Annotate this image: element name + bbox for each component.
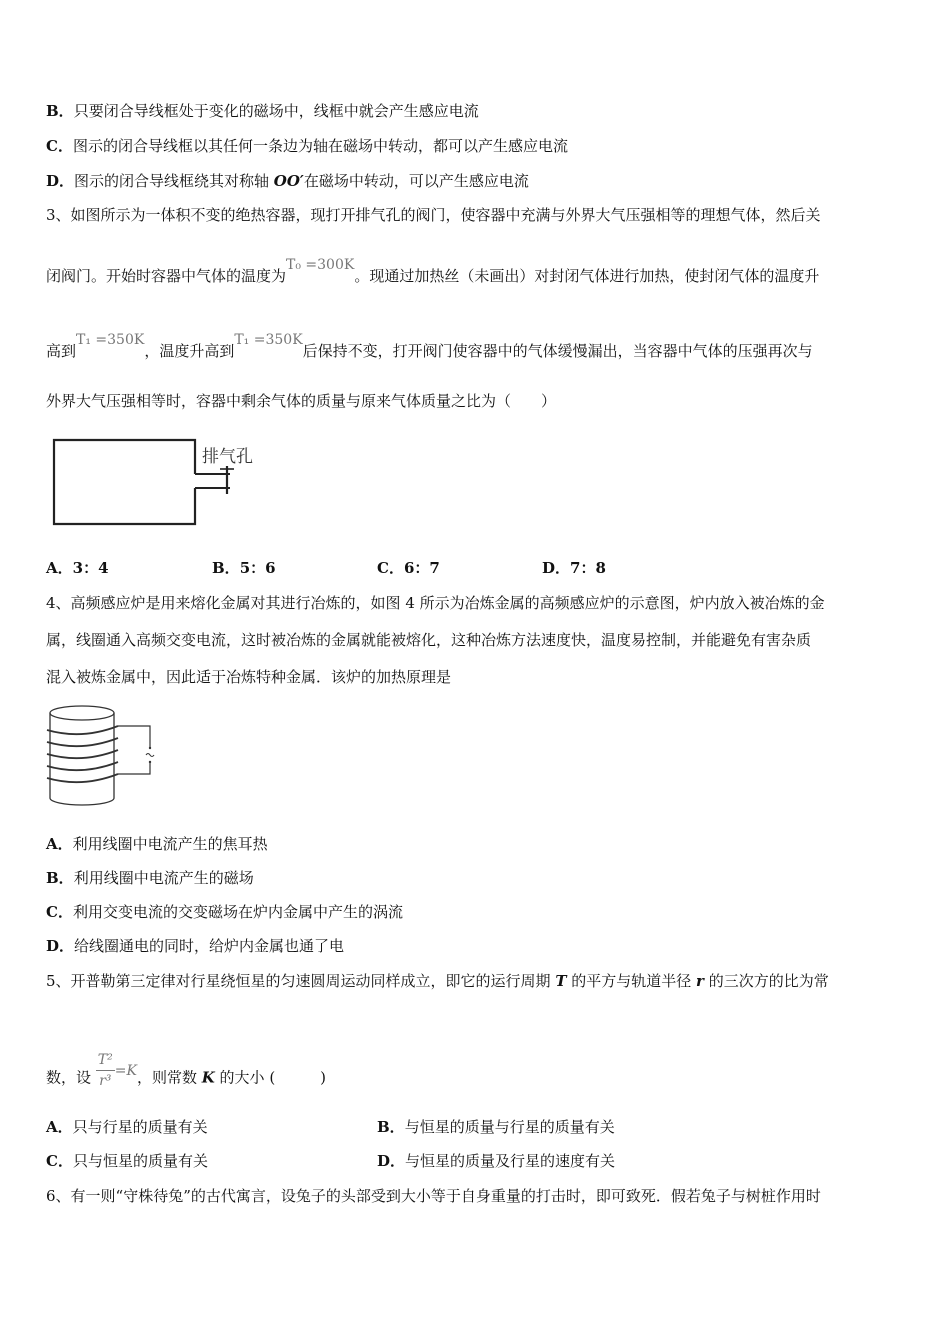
q3-container-figure xyxy=(50,436,280,531)
q3-stem-line1: 3、如图所示为一体积不变的绝热容器，现打开排气孔的阀门，使容器中充满与外界大气压强相等的理想气体，然后关 xyxy=(46,206,821,224)
q3-stem-line3: 高到T₁ =350K，温度升高到T₁ =350K后保持不变，打开阀门使容器中的气体缓慢漏出，当容器中气体的压强再次与 xyxy=(46,332,813,360)
q5-option-c: C．只与恒星的质量有关 xyxy=(46,1152,208,1170)
q2-option-d: D．图示的闭合导线框绕其对称轴 OO′在磁场中转动，可以产生感应电流 xyxy=(46,172,529,190)
kepler-fraction: $\frac{\text{T²}}{\text{r³}}$ xyxy=(97,1052,113,1089)
q4-stem-line3: 混入被炼金属中，因此适于冶炼特种金属．该炉的加热原理是 xyxy=(46,668,452,686)
q5-option-b: B．与恒星的质量与行星的质量有关 xyxy=(377,1118,615,1136)
q3-stem-line2: 闭阀门。开始时容器中气体的温度为T₀ =300K。现通过加热丝（未画出）对封闭气体进行加热，使封闭气体的温度升 xyxy=(46,257,820,285)
vent-label: 排气孔 xyxy=(202,447,253,467)
q4-option-b: B．利用线圈中电流产生的磁场 xyxy=(46,869,254,887)
formula-t1-b: T₁ =350K xyxy=(234,332,303,348)
q5-stem-line2: 数，设 $\frac{\text{T²}}{\text{r³}}$ =K，则常数 K 的大小 ( ) xyxy=(46,1052,327,1089)
q3-option-a: A．3：4 xyxy=(46,559,109,577)
q4-stem-line2: 属，线圈通入高频交变电流，这时被冶炼的金属就能被熔化，这种冶炼方法速度快，温度易控制，并能避免有害杂质 xyxy=(46,631,812,649)
q2-option-c: C．图示的闭合导线框以其任何一条边为轴在磁场中转动，都可以产生感应电流 xyxy=(46,137,568,155)
q4-stem-line1: 4、高频感应炉是用来熔化金属对其进行冶炼的，如图 4 所示为冶炼金属的高频感应炉的示意图，炉内放入被冶炼的金 xyxy=(46,594,825,612)
q3-stem-line4: 外界大气压强相等时，容器中剩余气体的质量与原来气体质量之比为（ ） xyxy=(46,392,557,410)
formula-t1-a: T₁ =350K xyxy=(76,332,145,348)
q3-option-d: D．7：8 xyxy=(542,559,606,577)
q2-option-b: B．只要闭合导线框处于变化的磁场中，线框中就会产生感应电流 xyxy=(46,102,479,120)
q3-option-b: B．5：6 xyxy=(212,559,276,577)
q4-option-a: A．利用线圈中电流产生的焦耳热 xyxy=(46,835,268,853)
q4-option-c: C．利用交变电流的交变磁场在炉内金属中产生的涡流 xyxy=(46,903,403,921)
q5-option-a: A．只与行星的质量有关 xyxy=(46,1118,208,1136)
q5-stem-line1: 5、开普勒第三定律对行星绕恒星的匀速圆周运动同样成立，即它的运行周期 T 的平方与轨道半径 r 的三次方的比为常 xyxy=(46,972,829,990)
q6-stem-line1: 6、有一则“守株待兔”的古代寓言，设兔子的头部受到大小等于自身重量的打击时，即可致死．假若兔子与树桩作用时 xyxy=(46,1187,821,1205)
q4-furnace-figure xyxy=(42,702,167,807)
q3-option-c: C．6：7 xyxy=(377,559,440,577)
q4-option-d: D．给线圈通电的同时，给炉内金属也通了电 xyxy=(46,937,345,955)
q5-option-d: D．与恒星的质量及行星的速度有关 xyxy=(377,1152,616,1170)
formula-t0: T₀ =300K xyxy=(286,257,355,273)
